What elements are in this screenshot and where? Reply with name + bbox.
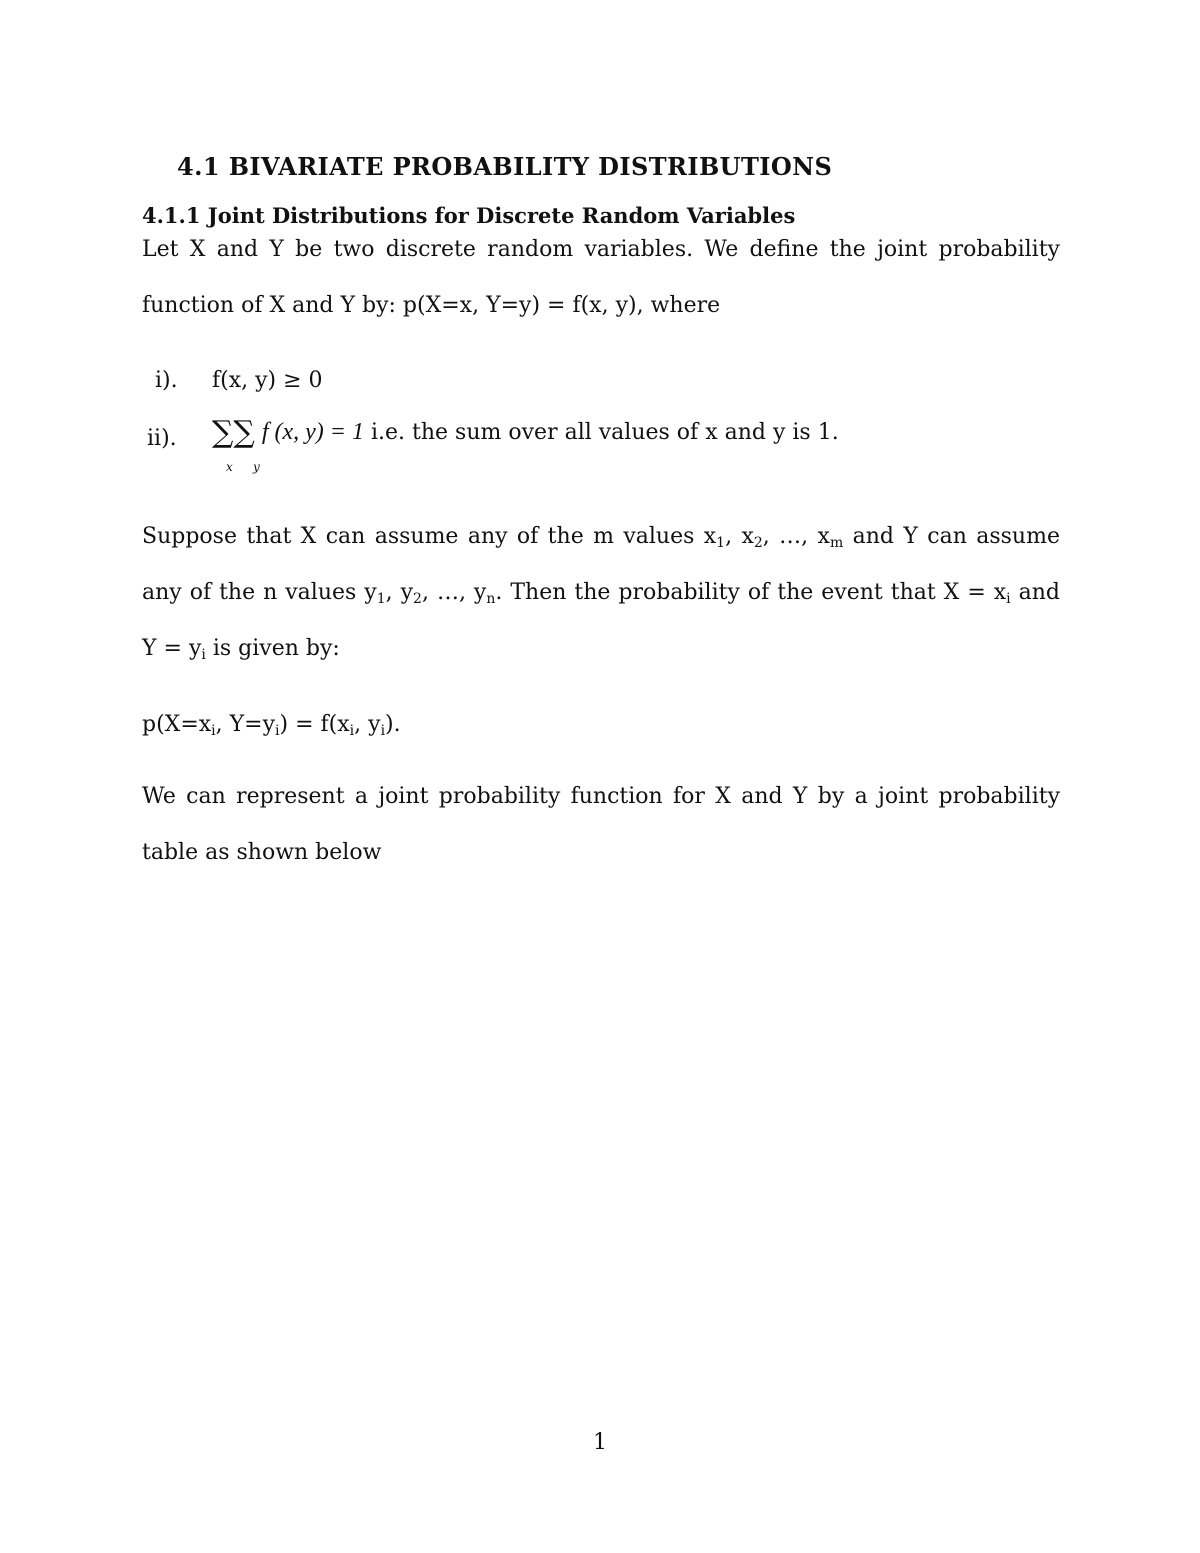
paragraph-1-line-1: Let X and Y be two discrete random variables. We define the joint probability: [142, 237, 1060, 262]
page-number: 1: [593, 1430, 607, 1455]
sum-formula: f (x, y) = 1: [261, 419, 364, 445]
paragraph-2-line-1: Suppose that X can assume any of the m values $x_1$, $x_2$, …, $x_m$ and Y can assume: [142, 524, 1060, 551]
paragraph-1-line-2: function of X and Y by: p(X=x, Y=y) = f(x, y), where: [142, 293, 721, 318]
paragraph-2-line-2: any of the n values $y_1$, $y_2$, …, $y_n$. Then the probability of the event that $X = x_i$ and: [142, 580, 1060, 607]
condition-text-1: f(x, y) ≥ 0: [212, 368, 323, 393]
condition-label-2: ii).: [147, 426, 177, 451]
condition-text-2: i.e. the sum over all values of x and y is 1.: [371, 420, 839, 445]
double-sum-symbol: ∑∑: [212, 415, 255, 450]
paragraph-3-line-1: We can represent a joint probability function for X and Y by a joint probability: [142, 784, 1060, 809]
joint-probability-formula: $p(X=x_i$, $Y=y_i) = f(x_i$, $y_i$).: [142, 712, 401, 739]
sum-subscript-y: y: [253, 460, 260, 474]
subsection-title: 4.1.1 Joint Distributions for Discrete Random Variables: [142, 203, 796, 228]
condition-label-1: i).: [155, 368, 178, 393]
paragraph-2-line-3: $Y = y_i$ is given by:: [142, 636, 340, 663]
sum-subscript-x: x: [226, 460, 233, 474]
condition-formula-2: [212, 415, 839, 450]
paragraph-3-line-2: table as shown below: [142, 840, 382, 865]
section-title: 4.1 BIVARIATE PROBABILITY DISTRIBUTIONS: [177, 152, 833, 181]
